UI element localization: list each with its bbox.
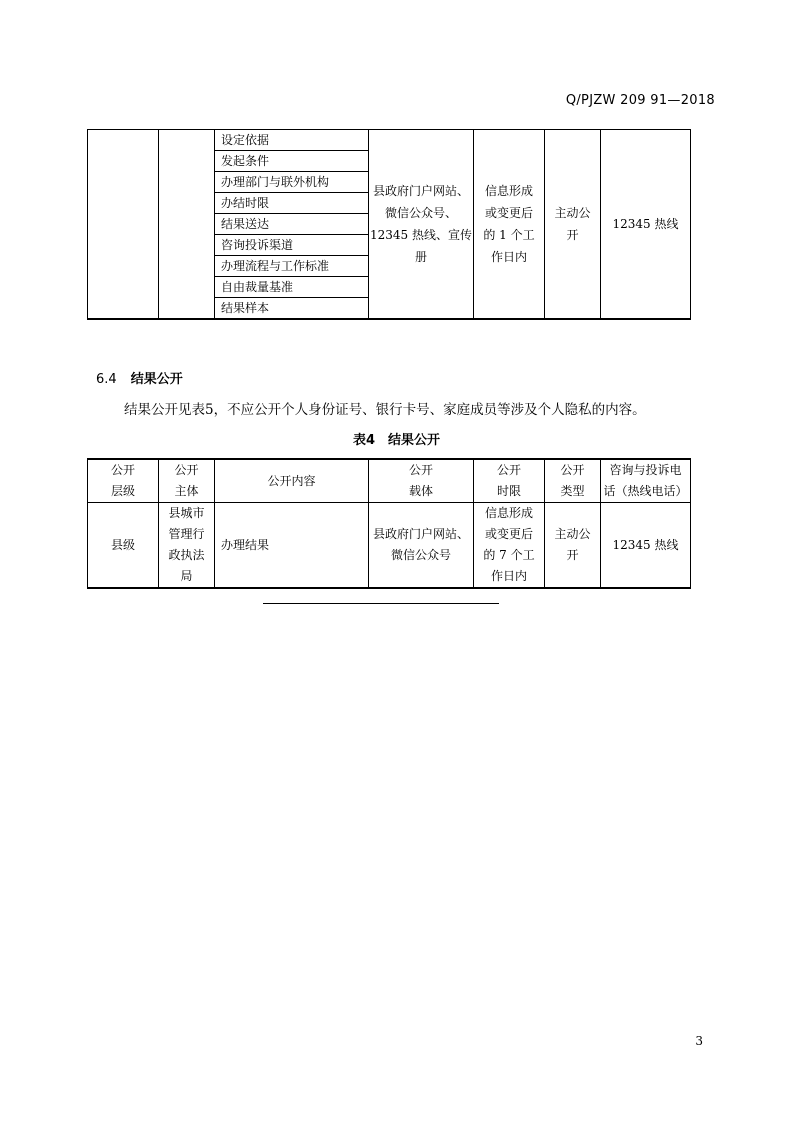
phone-cell: 12345 热线: [601, 130, 691, 320]
item-cell: 结果样本: [215, 298, 369, 320]
row-level: 县级: [88, 503, 159, 589]
section-title: 结果公开: [130, 372, 183, 387]
header-carrier: 公开 载体: [369, 459, 474, 503]
item-cell: 自由裁量基准: [215, 277, 369, 298]
row-carrier: 县政府门户网站、 微信公众号: [369, 503, 474, 589]
result-disclosure-table: [87, 458, 691, 589]
document-code: Q/PJZW 209 91—2018: [565, 93, 715, 108]
table-header-row: [88, 459, 691, 503]
body-paragraph: 结果公开见表5，不应公开个人身份证号、银行卡号、家庭成员等涉及个人隐私的内容。: [124, 402, 646, 418]
type-cell: 主动公 开: [545, 130, 601, 320]
row-type: 主动公 开: [545, 503, 601, 589]
time-limit-cell: 信息形成 或变更后 的 1 个工 作日内: [474, 130, 545, 320]
page-number: 3: [695, 1034, 703, 1048]
header-subject: 公开 主体: [159, 459, 215, 503]
row-time: 信息形成 或变更后 的 7 个工 作日内: [474, 503, 545, 589]
table-caption: 表4 结果公开: [352, 433, 441, 448]
subject-cell-empty: [159, 130, 215, 320]
carrier-cell: 县政府门户网站、 微信公众号、 12345 热线、宣传 册: [369, 130, 474, 320]
table-row: [88, 503, 691, 589]
disclosure-table-continued: [87, 129, 691, 320]
item-cell: 办理流程与工作标准: [215, 256, 369, 277]
header-time: 公开 时限: [474, 459, 545, 503]
item-cell: 办理部门与联外机构: [215, 172, 369, 193]
header-phone: 咨询与投诉电 话（热线电话）: [601, 459, 691, 503]
header-content: 公开内容: [215, 459, 369, 503]
header-type: 公开 类型: [545, 459, 601, 503]
item-cell: 办结时限: [215, 193, 369, 214]
row-content: 办理结果: [215, 503, 369, 589]
end-divider: [263, 603, 499, 604]
row-phone: 12345 热线: [601, 503, 691, 589]
item-cell: 设定依据: [215, 130, 369, 151]
section-heading: [96, 368, 183, 387]
row-subject: 县城市 管理行 政执法 局: [159, 503, 215, 589]
header-level: 公开 层级: [88, 459, 159, 503]
item-cell: 发起条件: [215, 151, 369, 172]
item-cell: 咨询投诉渠道: [215, 235, 369, 256]
item-cell: 结果送达: [215, 214, 369, 235]
level-cell-empty: [88, 130, 159, 320]
section-number: 6.4: [96, 372, 117, 387]
